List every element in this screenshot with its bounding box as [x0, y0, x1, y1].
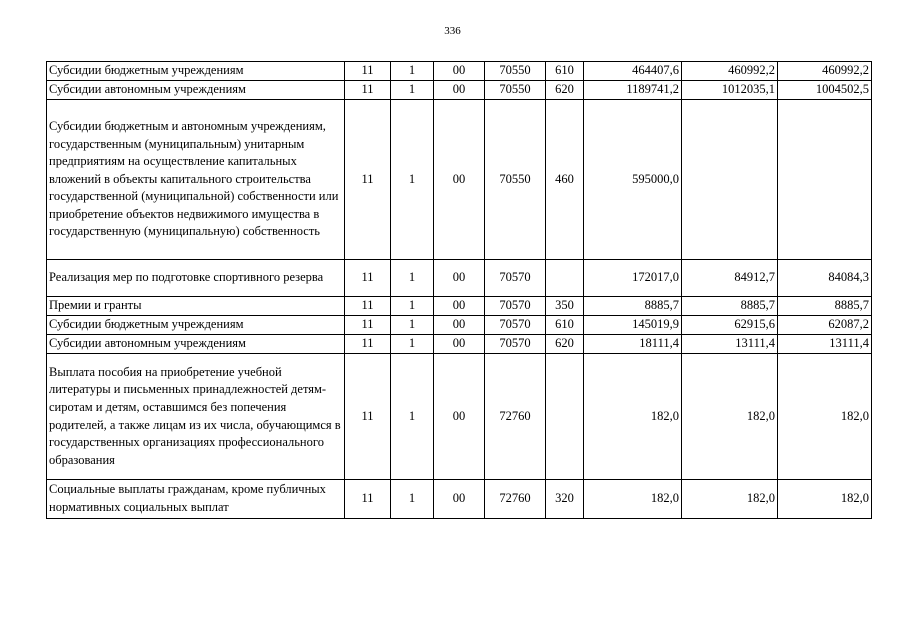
table-row: [47, 260, 872, 297]
amount-year-1: 18111,4: [584, 335, 682, 354]
section-code: 11: [345, 335, 391, 354]
amount-year-3: 8885,7: [778, 297, 872, 316]
expense-type-code: 620: [546, 81, 584, 100]
table-row: [47, 100, 872, 260]
row-name: Субсидии автономным учреждениям: [47, 335, 345, 354]
amount-year-3: 182,0: [778, 480, 872, 519]
target-code: 70550: [485, 100, 546, 260]
amount-year-2: 13111,4: [682, 335, 778, 354]
amount-year-1: 595000,0: [584, 100, 682, 260]
amount-year-3: 13111,4: [778, 335, 872, 354]
row-name: Премии и гранты: [47, 297, 345, 316]
amount-year-3: [778, 100, 872, 260]
amount-year-3: 182,0: [778, 354, 872, 480]
amount-year-2: [682, 100, 778, 260]
subsection-code: 1: [391, 297, 434, 316]
amount-year-2: 84912,7: [682, 260, 778, 297]
expense-type-code: 620: [546, 335, 584, 354]
subsection-code: 1: [391, 100, 434, 260]
amount-year-2: 1012035,1: [682, 81, 778, 100]
amount-year-1: 464407,6: [584, 62, 682, 81]
section-code: 11: [345, 81, 391, 100]
program-code: 00: [434, 62, 485, 81]
section-code: 11: [345, 100, 391, 260]
row-name: Субсидии бюджетным и автономным учреждениям, государственным (муниципальным) унитарным предприятиям на осуществление капитальных вложений в объекты капитального строительства государственной (муниципальной) собственности или приобретение объектов недвижимого имущества в государственную (муниципальную) собственность: [47, 100, 345, 260]
expense-type-code: 460: [546, 100, 584, 260]
table-row: [47, 480, 872, 519]
subsection-code: 1: [391, 62, 434, 81]
amount-year-2: 182,0: [682, 480, 778, 519]
amount-year-1: 182,0: [584, 354, 682, 480]
page-number: 336: [444, 25, 461, 37]
subsection-code: 1: [391, 354, 434, 480]
row-name: Реализация мер по подготовке спортивного резерва: [47, 260, 345, 297]
program-code: 00: [434, 480, 485, 519]
subsection-code: 1: [391, 260, 434, 297]
section-code: 11: [345, 354, 391, 480]
program-code: 00: [434, 354, 485, 480]
target-code: 72760: [485, 480, 546, 519]
table-row: [47, 335, 872, 354]
row-name: Социальные выплаты гражданам, кроме публичных нормативных социальных выплат: [47, 480, 345, 519]
amount-year-3: 84084,3: [778, 260, 872, 297]
expense-type-code: 350: [546, 297, 584, 316]
expense-type-code: [546, 260, 584, 297]
target-code: 70570: [485, 297, 546, 316]
program-code: 00: [434, 297, 485, 316]
table-row: [47, 316, 872, 335]
program-code: 00: [434, 81, 485, 100]
subsection-code: 1: [391, 81, 434, 100]
subsection-code: 1: [391, 480, 434, 519]
expense-type-code: [546, 354, 584, 480]
subsection-code: 1: [391, 335, 434, 354]
amount-year-3: 1004502,5: [778, 81, 872, 100]
budget-table: [46, 61, 872, 519]
target-code: 72760: [485, 354, 546, 480]
program-code: 00: [434, 260, 485, 297]
expense-type-code: 610: [546, 62, 584, 81]
row-name: Субсидии бюджетным учреждениям: [47, 316, 345, 335]
amount-year-1: 182,0: [584, 480, 682, 519]
subsection-code: 1: [391, 316, 434, 335]
amount-year-1: 1189741,2: [584, 81, 682, 100]
expense-type-code: 610: [546, 316, 584, 335]
table-row: [47, 354, 872, 480]
row-name: Субсидии бюджетным учреждениям: [47, 62, 345, 81]
section-code: 11: [345, 62, 391, 81]
program-code: 00: [434, 335, 485, 354]
amount-year-3: 62087,2: [778, 316, 872, 335]
table-row: [47, 297, 872, 316]
target-code: 70570: [485, 260, 546, 297]
section-code: 11: [345, 260, 391, 297]
section-code: 11: [345, 297, 391, 316]
amount-year-2: 62915,6: [682, 316, 778, 335]
row-name: Выплата пособия на приобретение учебной литературы и письменных принадлежностей детям-сиротам и детям, оставшимся без попечения родителей, а также лицам из их числа, обучающимся в государственных организациях профессионального образования: [47, 354, 345, 480]
amount-year-1: 145019,9: [584, 316, 682, 335]
program-code: 00: [434, 100, 485, 260]
row-name: Субсидии автономным учреждениям: [47, 81, 345, 100]
target-code: 70570: [485, 335, 546, 354]
amount-year-2: 460992,2: [682, 62, 778, 81]
amount-year-1: 8885,7: [584, 297, 682, 316]
amount-year-1: 172017,0: [584, 260, 682, 297]
program-code: 00: [434, 316, 485, 335]
target-code: 70550: [485, 81, 546, 100]
target-code: 70550: [485, 62, 546, 81]
amount-year-2: 8885,7: [682, 297, 778, 316]
table-row: [47, 81, 872, 100]
amount-year-3: 460992,2: [778, 62, 872, 81]
section-code: 11: [345, 316, 391, 335]
expense-type-code: 320: [546, 480, 584, 519]
table-row: [47, 62, 872, 81]
amount-year-2: 182,0: [682, 354, 778, 480]
section-code: 11: [345, 480, 391, 519]
target-code: 70570: [485, 316, 546, 335]
